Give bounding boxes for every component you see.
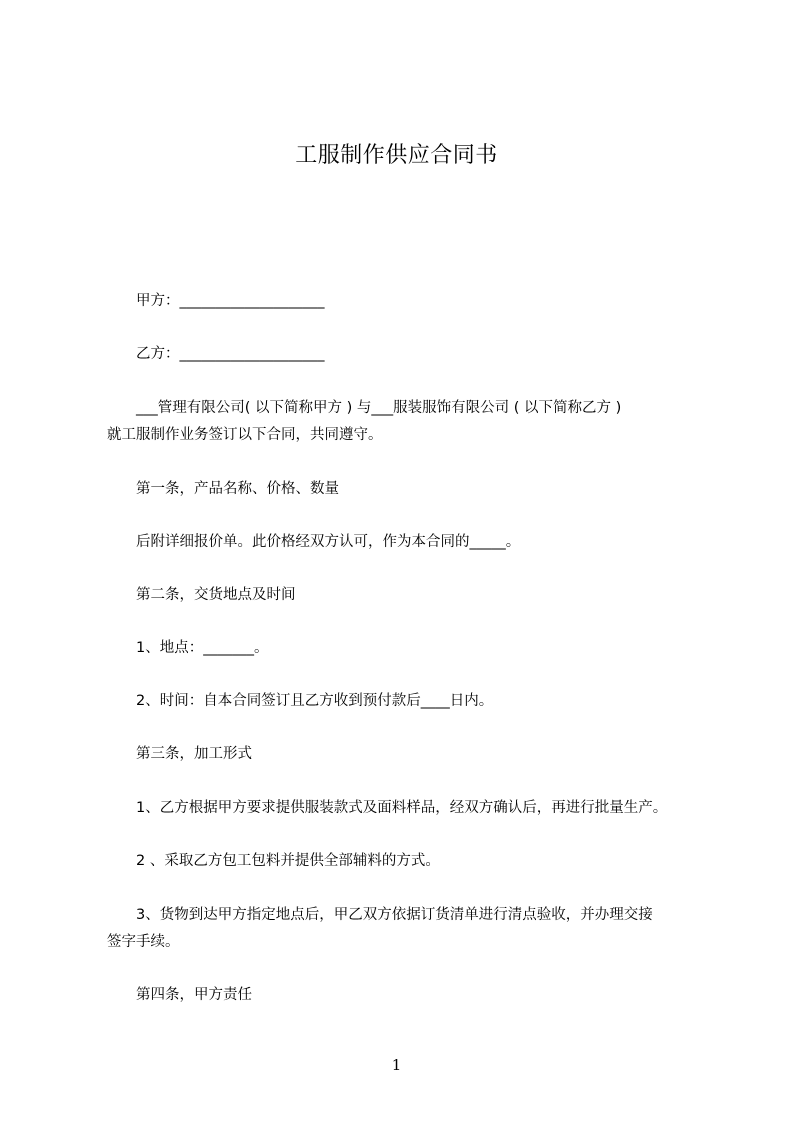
article-3-item-2: 2 、采取乙方包工包料并提供全部辅料的方式。 xyxy=(136,853,440,869)
article-4-heading: 第四条，甲方责任 xyxy=(136,987,252,1003)
article-1-heading: 第一条，产品名称、价格、数量 xyxy=(136,481,339,497)
intro-paragraph-line-2: 就工服制作业务签订以下合同，共同遵守。 xyxy=(107,427,383,443)
article-3-item-3-line-2: 签字手续。 xyxy=(107,934,180,950)
party-a-line: 甲方：____________________ xyxy=(136,293,325,309)
article-1-text: 后附详细报价单。此价格经双方认可，作为本合同的_____。 xyxy=(136,534,521,550)
page-number: 1 xyxy=(391,1056,402,1074)
page-title: 工服制作供应合同书 xyxy=(295,143,498,168)
article-3-item-1: 1、乙方根据甲方要求提供服装款式及面料样品，经双方确认后，再进行批量生产。 xyxy=(136,800,668,816)
article-3-item-3-line-1: 3、货物到达甲方指定地点后，甲乙双方依据订货清单进行清点验收，并办理交接 xyxy=(136,907,653,923)
article-2-item-2: 2、时间：自本合同签订且乙方收到预付款后____日内。 xyxy=(136,693,494,709)
article-3-heading: 第三条，加工形式 xyxy=(136,746,252,762)
article-2-item-1: 1、地点：_______。 xyxy=(136,640,269,656)
article-2-heading: 第二条，交货地点及时间 xyxy=(136,587,296,603)
intro-paragraph-line-1: ___管理有限公司( 以下简称甲方 ) 与___服装服饰有限公司 ( 以下简称乙方 ) xyxy=(136,400,622,416)
party-b-line: 乙方：____________________ xyxy=(136,346,325,362)
